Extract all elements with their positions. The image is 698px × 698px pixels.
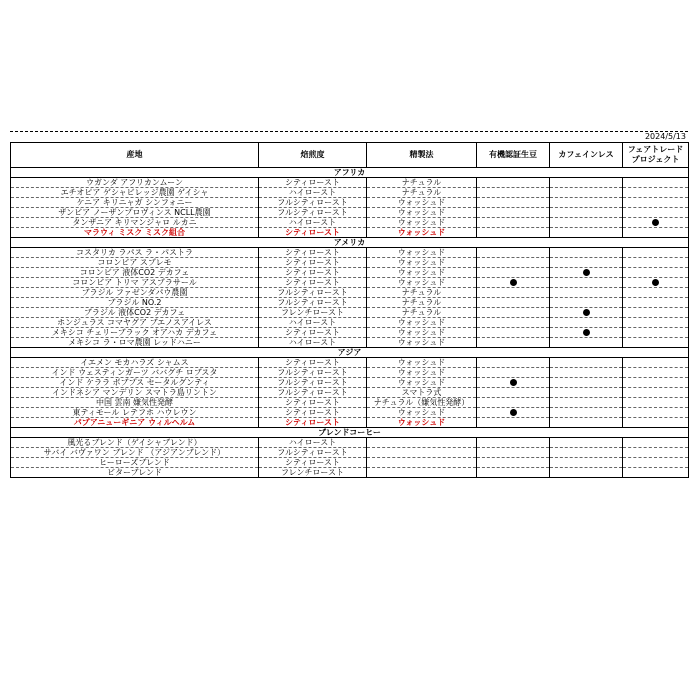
- cell-organic: [477, 418, 550, 428]
- cell-decaf: [550, 258, 623, 268]
- table-row: [11, 268, 689, 278]
- cell-process: ナチュラル: [367, 308, 477, 318]
- table-row: [11, 288, 689, 298]
- spreadsheet: [10, 131, 688, 478]
- cell-process: ウォッシュド: [367, 228, 477, 238]
- table-row: [11, 208, 689, 218]
- cell-roast: フルシティロースト: [259, 388, 367, 398]
- cell-organic: [477, 328, 550, 338]
- cell-roast: フレンチロースト: [259, 308, 367, 318]
- cell-fairtrade: [623, 288, 689, 298]
- table-row: [11, 358, 689, 368]
- cell-origin: コスタリカ ラパス ラ・パストラ: [11, 248, 259, 258]
- cell-process: ナチュラル: [367, 178, 477, 188]
- region-row: [11, 428, 689, 438]
- check-dot-icon: [583, 329, 590, 336]
- table-row: [11, 378, 689, 388]
- cell-organic: [477, 458, 550, 468]
- cell-origin: ヒーローズブレンド: [11, 458, 259, 468]
- date-row: [10, 132, 688, 142]
- table-row: [11, 408, 689, 418]
- cell-process: ウォッシュド: [367, 378, 477, 388]
- cell-decaf: [550, 338, 623, 348]
- cell-decaf: [550, 318, 623, 328]
- table-row: [11, 398, 689, 408]
- cell-decaf: [550, 208, 623, 218]
- table-row: [11, 338, 689, 348]
- cell-fairtrade: [623, 278, 689, 288]
- cell-process: ウォッシュド: [367, 278, 477, 288]
- check-dot-icon: [652, 279, 659, 286]
- cell-origin: インド ケララ ボブプス セータルグンティ: [11, 378, 259, 388]
- region-row: [11, 168, 689, 178]
- cell-roast: ハイロースト: [259, 188, 367, 198]
- check-dot-icon: [510, 279, 517, 286]
- cell-fairtrade: [623, 188, 689, 198]
- cell-process: ウォッシュド: [367, 268, 477, 278]
- table-row: [11, 188, 689, 198]
- cell-origin: ブラジル ファゼンダパウ農園: [11, 288, 259, 298]
- cell-organic: [477, 338, 550, 348]
- cell-roast: ハイロースト: [259, 338, 367, 348]
- table-row: [11, 388, 689, 398]
- cell-fairtrade: [623, 318, 689, 328]
- cell-decaf: [550, 418, 623, 428]
- cell-origin: 東ティモール レテフホ ハウレウン: [11, 408, 259, 418]
- cell-origin: コロンビア スプレモ: [11, 258, 259, 268]
- cell-fairtrade: [623, 388, 689, 398]
- cell-fairtrade: [623, 198, 689, 208]
- header-origin: 産地: [11, 143, 259, 168]
- table-row: [11, 298, 689, 308]
- cell-process: [367, 468, 477, 478]
- cell-roast: ハイロースト: [259, 218, 367, 228]
- cell-roast: フルシティロースト: [259, 208, 367, 218]
- cell-organic: [477, 398, 550, 408]
- cell-decaf: [550, 188, 623, 198]
- check-dot-icon: [510, 379, 517, 386]
- cell-roast: フルシティロースト: [259, 368, 367, 378]
- cell-organic: [477, 468, 550, 478]
- cell-origin: 中国 雲南 嫌気性発酵: [11, 398, 259, 408]
- check-dot-icon: [583, 309, 590, 316]
- region-row: [11, 348, 689, 358]
- cell-roast: シティロースト: [259, 258, 367, 268]
- cell-organic: [477, 378, 550, 388]
- cell-fairtrade: [623, 268, 689, 278]
- cell-origin: ブラジル 液体CO2 デカフェ: [11, 308, 259, 318]
- cell-organic: [477, 228, 550, 238]
- table-row: [11, 258, 689, 268]
- header-row: [11, 143, 689, 168]
- cell-process: [367, 448, 477, 458]
- cell-organic: [477, 388, 550, 398]
- cell-decaf: [550, 198, 623, 208]
- cell-fairtrade: [623, 418, 689, 428]
- cell-roast: フルシティロースト: [259, 198, 367, 208]
- cell-roast: ハイロースト: [259, 438, 367, 448]
- cell-roast: フルシティロースト: [259, 298, 367, 308]
- cell-process: ウォッシュド: [367, 338, 477, 348]
- cell-roast: シティロースト: [259, 418, 367, 428]
- cell-origin: ビターブレンド: [11, 468, 259, 478]
- cell-organic: [477, 358, 550, 368]
- cell-decaf: [550, 288, 623, 298]
- cell-roast: シティロースト: [259, 328, 367, 338]
- cell-origin: ホンジュラス コマヤグア ブエノスアイレス: [11, 318, 259, 328]
- cell-fairtrade: [623, 448, 689, 458]
- cell-origin: メキシコ チェリーブラック オアハカ デカフェ: [11, 328, 259, 338]
- cell-decaf: [550, 298, 623, 308]
- table-row: [11, 198, 689, 208]
- header-roast: 焙煎度: [259, 143, 367, 168]
- cell-decaf: [550, 178, 623, 188]
- cell-organic: [477, 278, 550, 288]
- cell-fairtrade: [623, 468, 689, 478]
- cell-organic: [477, 318, 550, 328]
- cell-fairtrade: [623, 378, 689, 388]
- cell-roast: フルシティロースト: [259, 378, 367, 388]
- table-body: [11, 168, 689, 478]
- header-decaf: カフェインレス: [550, 143, 623, 168]
- table-row: [11, 468, 689, 478]
- cell-decaf: [550, 368, 623, 378]
- cell-decaf: [550, 448, 623, 458]
- cell-decaf: [550, 268, 623, 278]
- cell-organic: [477, 298, 550, 308]
- region-label: ブレンドコーヒー: [11, 428, 689, 438]
- cell-process: ナチュラル: [367, 288, 477, 298]
- cell-origin: メキシコ ラ・ロマ農園 レッドハニー: [11, 338, 259, 348]
- cell-decaf: [550, 218, 623, 228]
- cell-organic: [477, 268, 550, 278]
- table-row: [11, 178, 689, 188]
- cell-process: ウォッシュド: [367, 328, 477, 338]
- table-row: [11, 218, 689, 228]
- cell-process: スマトラ式: [367, 388, 477, 398]
- cell-origin: ケニア キリニャガ シンフォニー: [11, 198, 259, 208]
- table-row: [11, 328, 689, 338]
- cell-fairtrade: [623, 208, 689, 218]
- table-row: [11, 318, 689, 328]
- cell-origin: インド ウェスティンガーツ ババグチ ロブスタ: [11, 368, 259, 378]
- cell-process: ウォッシュド: [367, 418, 477, 428]
- table-row: [11, 438, 689, 448]
- cell-decaf: [550, 328, 623, 338]
- cell-roast: シティロースト: [259, 268, 367, 278]
- cell-fairtrade: [623, 398, 689, 408]
- table-row: [11, 308, 689, 318]
- cell-organic: [477, 248, 550, 258]
- table-row: [11, 228, 689, 238]
- check-dot-icon: [510, 409, 517, 416]
- cell-process: [367, 458, 477, 468]
- cell-organic: [477, 178, 550, 188]
- cell-decaf: [550, 408, 623, 418]
- cell-origin: インドネシア マンデリン スマトラ島リントン: [11, 388, 259, 398]
- cell-organic: [477, 408, 550, 418]
- table-row: [11, 278, 689, 288]
- cell-organic: [477, 308, 550, 318]
- cell-organic: [477, 448, 550, 458]
- cell-organic: [477, 288, 550, 298]
- cell-fairtrade: [623, 228, 689, 238]
- region-label: アフリカ: [11, 168, 689, 178]
- header-organic: 有機認証生豆: [477, 143, 550, 168]
- table-row: [11, 418, 689, 428]
- cell-origin: エチオピア ゲシャビレッジ農園 ゲイシャ: [11, 188, 259, 198]
- header-fairtrade: フェアトレード プロジェクト: [623, 143, 689, 168]
- cell-process: ナチュラル: [367, 188, 477, 198]
- cell-origin: マラウィ ミスク ミスク組合: [11, 228, 259, 238]
- cell-process: ウォッシュド: [367, 218, 477, 228]
- region-label: アメリカ: [11, 238, 689, 248]
- cell-roast: シティロースト: [259, 358, 367, 368]
- cell-roast: シティロースト: [259, 408, 367, 418]
- cell-fairtrade: [623, 218, 689, 228]
- coffee-table: [10, 142, 689, 478]
- date-label: 2024/5/13: [644, 132, 686, 141]
- cell-decaf: [550, 228, 623, 238]
- cell-process: ナチュラル: [367, 298, 477, 308]
- cell-origin: ブラジル NO.2: [11, 298, 259, 308]
- cell-roast: フルシティロースト: [259, 448, 367, 458]
- cell-process: ウォッシュド: [367, 198, 477, 208]
- cell-fairtrade: [623, 258, 689, 268]
- cell-roast: シティロースト: [259, 228, 367, 238]
- cell-fairtrade: [623, 438, 689, 448]
- table-row: [11, 368, 689, 378]
- cell-decaf: [550, 388, 623, 398]
- cell-origin: コロンビア トリマ アスプラサール: [11, 278, 259, 288]
- cell-roast: フレンチロースト: [259, 468, 367, 478]
- table-row: [11, 248, 689, 258]
- cell-origin: ザンビア ノーザンプロヴィンス NCLL農園: [11, 208, 259, 218]
- cell-decaf: [550, 468, 623, 478]
- cell-process: ウォッシュド: [367, 408, 477, 418]
- cell-roast: シティロースト: [259, 398, 367, 408]
- check-dot-icon: [583, 269, 590, 276]
- cell-roast: シティロースト: [259, 458, 367, 468]
- cell-origin: サバイ バヴァワン ブレンド （アジアンブレンド）: [11, 448, 259, 458]
- check-dot-icon: [652, 219, 659, 226]
- cell-origin: パプアニューギニア ウィルヘルム: [11, 418, 259, 428]
- cell-fairtrade: [623, 458, 689, 468]
- cell-origin: コロンビア 液体CO2 デカフェ: [11, 268, 259, 278]
- cell-organic: [477, 188, 550, 198]
- cell-roast: ハイロースト: [259, 318, 367, 328]
- cell-fairtrade: [623, 308, 689, 318]
- cell-decaf: [550, 278, 623, 288]
- cell-process: ナチュラル（嫌気性発酵）: [367, 398, 477, 408]
- cell-process: ウォッシュド: [367, 258, 477, 268]
- cell-decaf: [550, 358, 623, 368]
- cell-fairtrade: [623, 178, 689, 188]
- cell-organic: [477, 258, 550, 268]
- cell-decaf: [550, 378, 623, 388]
- cell-organic: [477, 438, 550, 448]
- table-row: [11, 448, 689, 458]
- cell-process: [367, 438, 477, 448]
- cell-fairtrade: [623, 328, 689, 338]
- cell-roast: シティロースト: [259, 178, 367, 188]
- cell-origin: ウガンダ アフリカンムーン: [11, 178, 259, 188]
- cell-fairtrade: [623, 338, 689, 348]
- cell-decaf: [550, 308, 623, 318]
- cell-process: ウォッシュド: [367, 318, 477, 328]
- cell-process: ウォッシュド: [367, 368, 477, 378]
- table-row: [11, 458, 689, 468]
- header-process: 精製法: [367, 143, 477, 168]
- cell-origin: タンザニア キリマンジャロ ルカニ: [11, 218, 259, 228]
- region-row: [11, 238, 689, 248]
- cell-process: ウォッシュド: [367, 358, 477, 368]
- cell-decaf: [550, 438, 623, 448]
- cell-fairtrade: [623, 248, 689, 258]
- cell-process: ウォッシュド: [367, 248, 477, 258]
- cell-decaf: [550, 458, 623, 468]
- cell-decaf: [550, 248, 623, 258]
- cell-organic: [477, 368, 550, 378]
- cell-fairtrade: [623, 358, 689, 368]
- cell-decaf: [550, 398, 623, 408]
- cell-organic: [477, 218, 550, 228]
- cell-origin: イエメン モカハラズ シャムス: [11, 358, 259, 368]
- cell-organic: [477, 198, 550, 208]
- cell-fairtrade: [623, 368, 689, 378]
- cell-fairtrade: [623, 298, 689, 308]
- cell-fairtrade: [623, 408, 689, 418]
- cell-roast: シティロースト: [259, 278, 367, 288]
- cell-roast: シティロースト: [259, 248, 367, 258]
- cell-origin: 風光るブレンド（ゲイシャブレンド）: [11, 438, 259, 448]
- cell-process: ウォッシュド: [367, 208, 477, 218]
- cell-roast: フルシティロースト: [259, 288, 367, 298]
- region-label: アジア: [11, 348, 689, 358]
- cell-organic: [477, 208, 550, 218]
